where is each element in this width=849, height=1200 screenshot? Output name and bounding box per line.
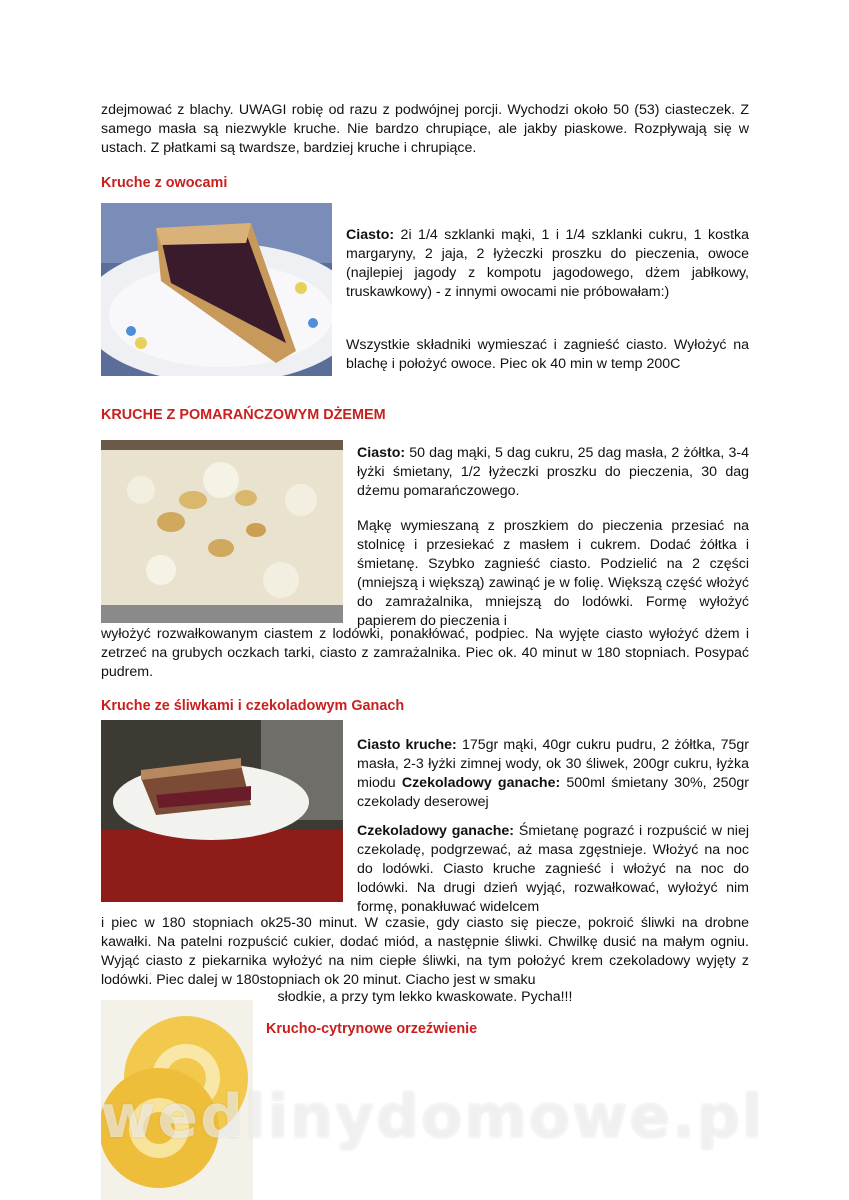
recipe-fruit-ingredients — [346, 226, 749, 302]
recipe-title-plum: Kruche ze śliwkami i czekoladowym Ganach — [101, 698, 405, 714]
recipe-plum-method-c: słodkie, a przy tym lekko kwaskowate. Pycha!!! — [277, 989, 573, 1005]
intro-paragraph: zdejmować z blachy. UWAGI robię od razu z podwójnej porcji. Wychodzi około 50 (53) ciasteczek. Z samego masła są niezwykle kruche. Nie bardzo chrupiące, ale jakby piaskowe. Rozpływają się w ustach. Z płatkami są twardsze, bardziej kruche i chrupiące. — [101, 102, 749, 156]
ganache-text: 500ml śmietany 30%, 250gr czekolady deserowej — [357, 775, 749, 810]
photo-plum-cake — [101, 720, 343, 902]
recipe-orange-method-a: Mąkę wymieszaną z proszkiem do pieczenia przesiać na stolnicę i przesiekać z masłem i cukrem. Dodać żółtka i śmietanę. Szybko zagnieść ciasto. Podzielić na 2 części (mniejszą i większą) zawinąć je w folię. Większą część włożyć do zamrażalnika, mniejszą do lodówki. Formę wyłożyć papierem do pieczenia i — [357, 518, 749, 629]
recipe-fruit-method: Wszystkie składniki wymieszać i zagnieść ciasto. Wyłożyć na blachę i położyć owoce. Piec ok 40 min w temp 200C — [346, 337, 749, 372]
method-text: Śmietanę pograzć i rozpuścić w niej czekoladę, podgrzewać, aż masa zgęstnieje. Włożyć na noc do lodówki. Ciasto kruche zagnieść i włożyć na noc do lodówki. Na drugi dzień wyjąć, rozwałkować, wyłożyć nim formę, ponakłuwać widelcem — [357, 823, 750, 915]
photo-fruit-tart — [101, 203, 332, 376]
ingredients-text: 50 dag mąki, 5 dag cukru, 25 dag masła, 2 żółtka, 3-4 łyżki śmietany, 1/2 łyżeczki proszku do pieczenia, 30 dag dżemu pomarańczowego. — [357, 445, 749, 499]
photo-orange-jam-cake — [101, 440, 343, 623]
recipe-title-orange: KRUCHE Z POMARAŃCZOWYM DŻEMEM — [101, 407, 386, 423]
ingredients-label: Ciasto: — [346, 227, 395, 243]
recipe-plum-method-a — [357, 822, 749, 917]
recipe-orange-ingredients — [357, 444, 749, 501]
ingredients-text: 175gr mąki, 40gr cukru pudru, 2 żółtka, 75gr masła, 2-3 łyżki zimnej wody, ok 30 śliwek, 200gr cukru, łyżka miodu — [357, 737, 749, 791]
ingredients-label: Ciasto: — [357, 445, 406, 461]
recipe-title-fruit: Kruche z owocami — [101, 175, 228, 191]
recipe-orange-method-b: wyłożyć rozwałkowanym ciastem z lodówki, ponakłówać, podpiec. Na wyjęte ciasto wyłożyć dżem i zetrzeć na grubych oczkach tarki, ciasto z zamrażalnika. Piec ok. 40 minut w 180 stopniach. Posypać pudrem. — [101, 626, 749, 680]
site-watermark: wedlinydomowe.pl — [100, 1082, 765, 1152]
ingredients-label: Ciasto kruche: — [357, 737, 457, 753]
method-label: Czekoladowy ganache: — [357, 823, 515, 839]
ganache-label: Czekoladowy ganache: — [401, 775, 561, 791]
ingredients-text: 2i 1/4 szklanki mąki, 1 i 1/4 szklanki cukru, 1 kostka margaryny, 2 jaja, 2 łyżeczki proszku do pieczenia, owoce (najlepiej jagody z kompotu jagodowego, dżem jabłkowy, truskawkowy) - z innymi owocami nie próbowałam:) — [346, 227, 749, 300]
recipe-plum-ingredients — [357, 736, 749, 812]
recipe-plum-method-b: i piec w 180 stopniach ok25-30 minut. W czasie, gdy ciasto się piecze, pokroić śliwki na drobne kawałki. Na patelni rozpuścić cukier, dodać miód, a następnie śliwki. Chwilkę dusić na małym ogniu. Wyjąć ciasto z piekarnika wyłożyć na nim ciepłe śliwki, na tym położyć krem czekoladowy wyjęty z lodówki. Piec dalej w 180stopniach ok 20 minut. Ciacho jest w smaku — [101, 915, 749, 988]
recipe-title-lemon: Krucho-cytrynowe orzeźwienie — [266, 1021, 478, 1037]
